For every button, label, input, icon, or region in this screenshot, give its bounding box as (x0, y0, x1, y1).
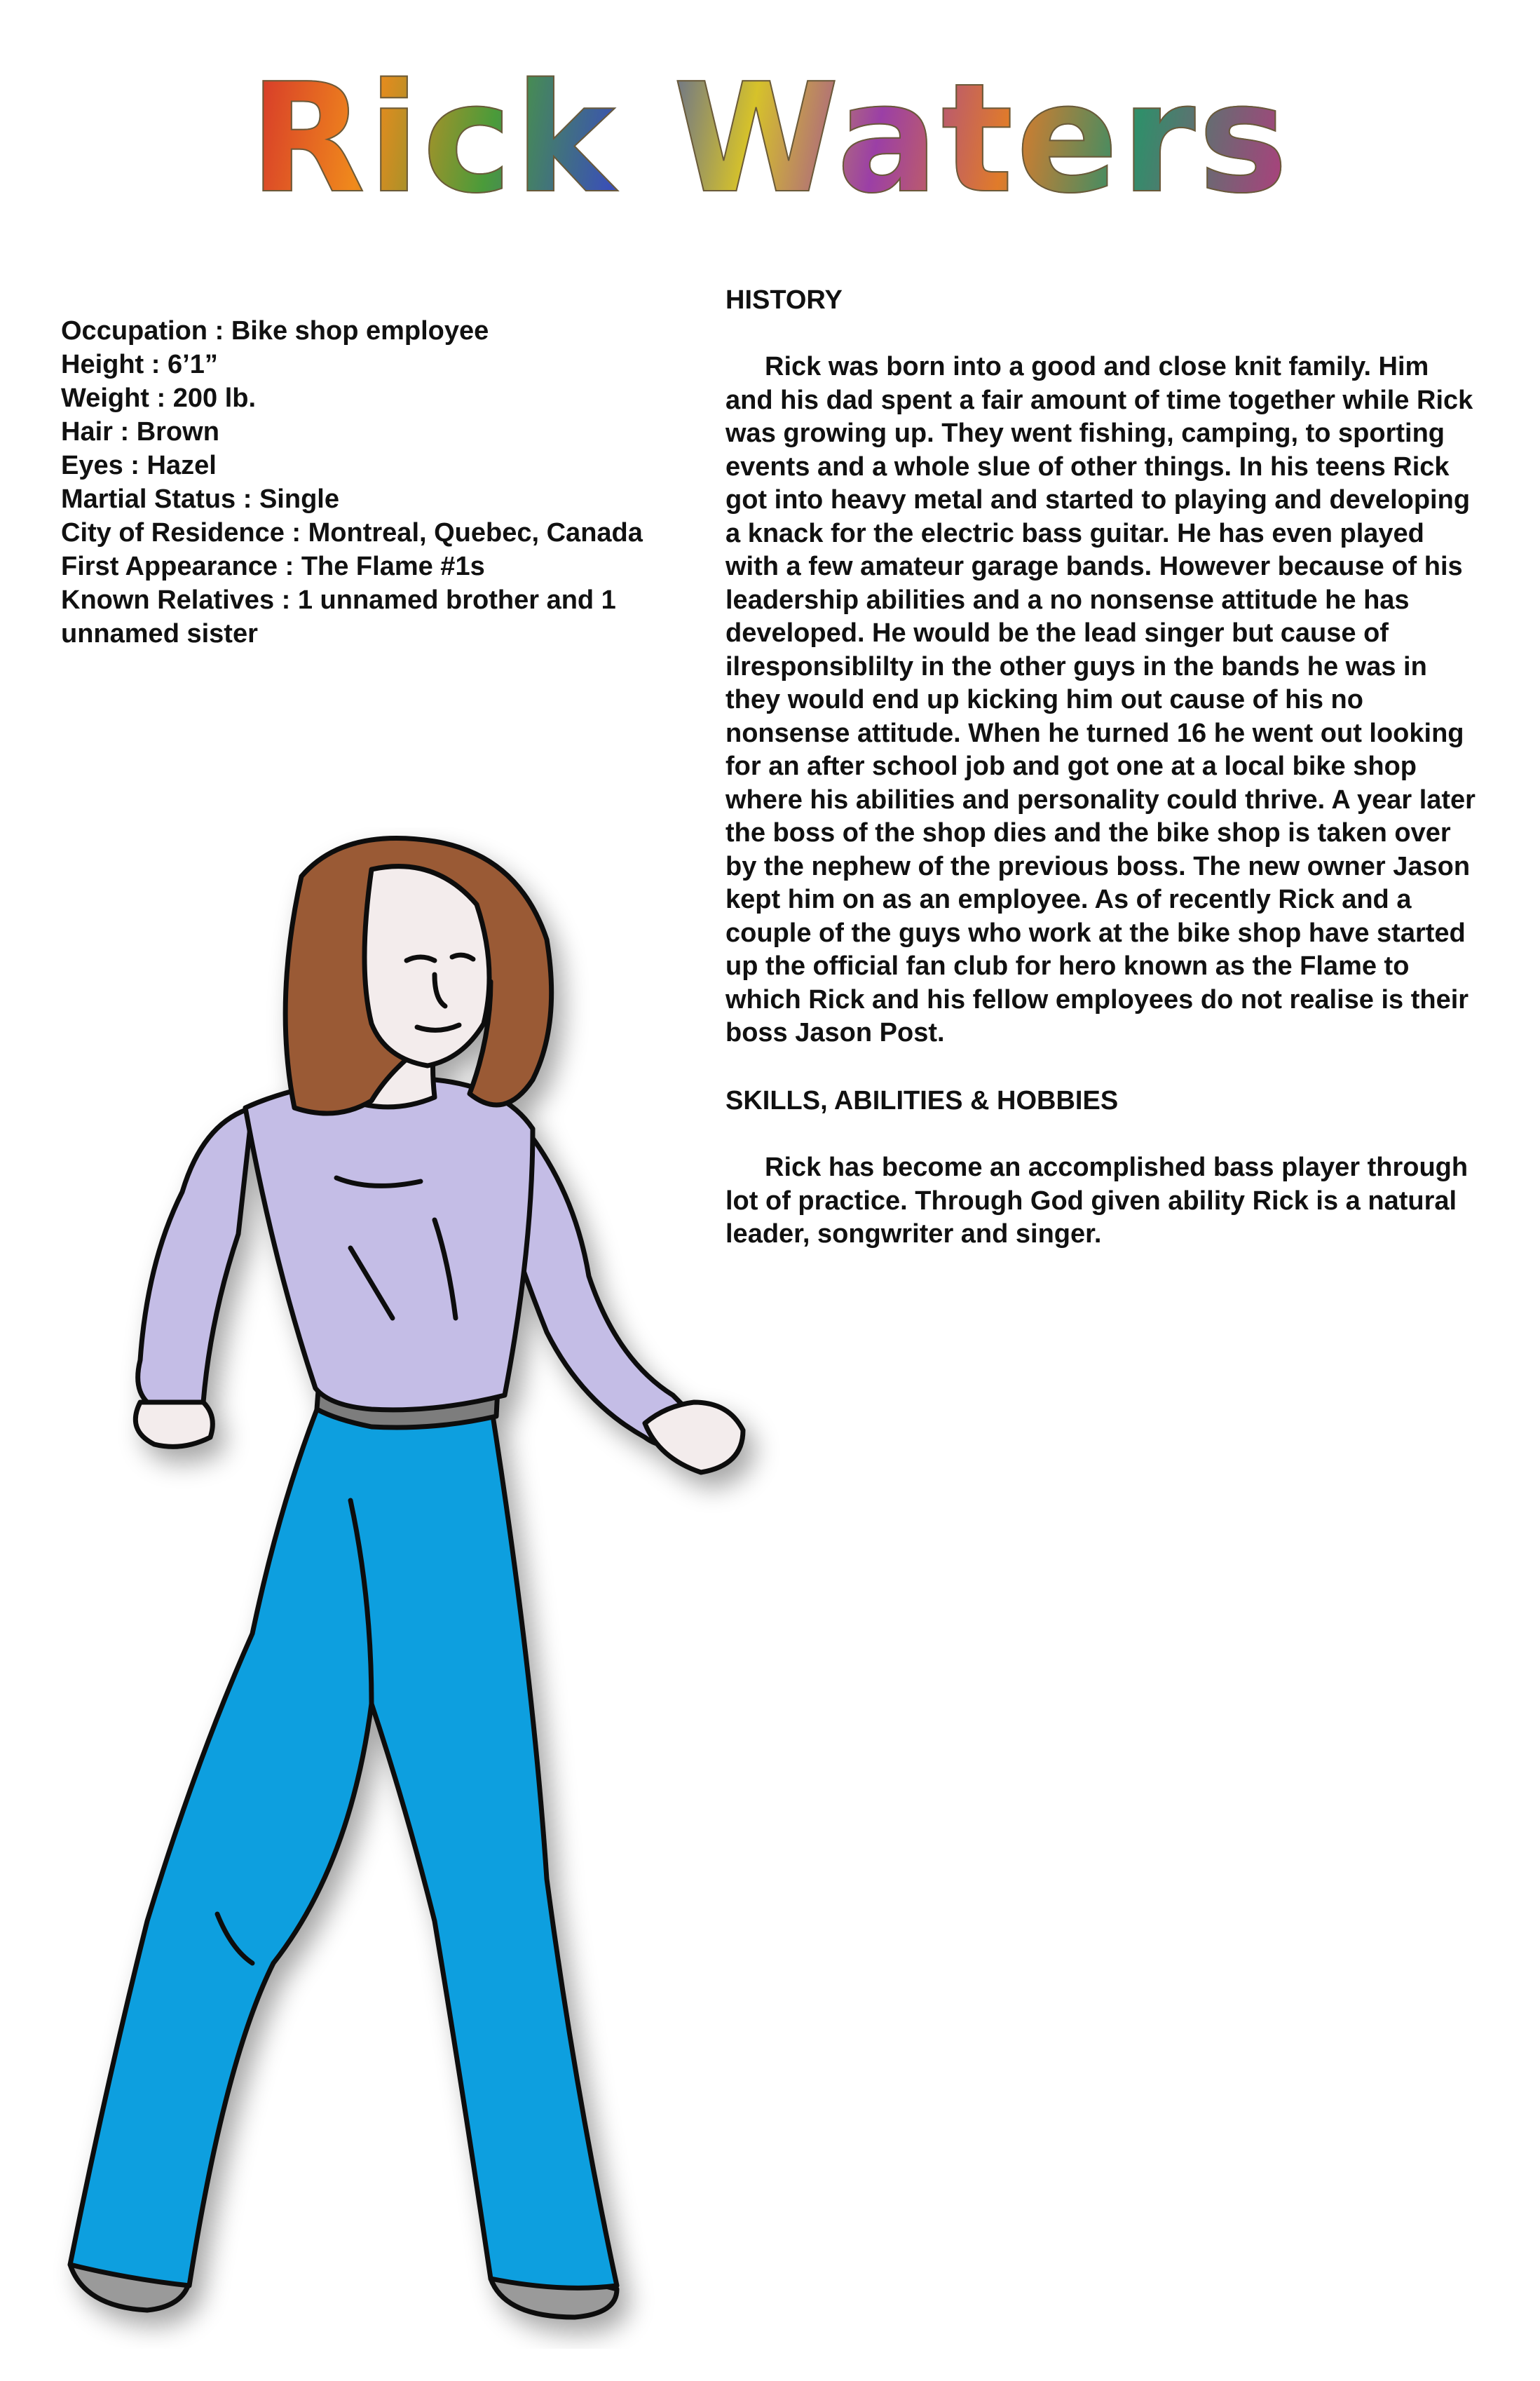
stat-value: 200 lb. (172, 384, 257, 413)
stat-label: Height (61, 350, 144, 379)
stat-value: Single (259, 484, 339, 514)
history-body: Rick was born into a good and close knit family. Him and his dad spent a fair amount of time together while Rick was growing up. They went fishing, camping, to sporting events and a whole slue of other things. In his teens Rick got into heavy metal and started to playing and developing a knack for the electric bass guitar. He has even played with a few amateur garage bands. However because of his leadership abilities and a no nonsense attitude he has developed. He would be the lead singer but cause of ilresponsiblilty in the other guys in the bands he was in they would end up kicking him out cause of his no nonsense attitude. When he turned 16 he went out looking for an after school job and got one at a local bike shop where his abilities and personality could thrive. A year later the boss of the shop dies and the bike shop is taken over by the nephew of the previous boss. The new owner Jason kept him on as an employee. As of recently Rick and a couple of the guys who work at the bike shop have started up the official fan club for hero known as the Flame to which Rick and his fellow employees do not realise is their boss Jason Post. (725, 352, 1476, 1047)
left-arm (138, 1108, 252, 1402)
stat-value: 1 unnamed brother and 1 unnamed sister (61, 585, 616, 649)
right-hand (645, 1402, 743, 1472)
character-name-title (0, 50, 1540, 226)
stat-value: Bike shop employee (231, 316, 489, 346)
stat-label: First Appearance (61, 552, 278, 581)
stat-value: Hazel (146, 451, 217, 480)
history-section (725, 284, 1483, 1050)
left-hand (135, 1402, 212, 1446)
stat-value: The Flame #1s (301, 552, 485, 581)
stat-value: Brown (136, 417, 219, 447)
character-drawing (42, 827, 785, 2349)
spacer (725, 1118, 1483, 1152)
stat-label: City of Residence (61, 518, 285, 548)
character-illustration (42, 827, 785, 2349)
stat-row-hair: Hair : Brown (61, 417, 219, 447)
history-heading: HISTORY (725, 285, 843, 315)
title-text: Rick Waters (249, 50, 1291, 226)
stat-row-marital-status: Martial Status : Single (61, 484, 339, 514)
skills-body: Rick has become an accomplished bass player through lot of practice. Through God given ability Rick is a natural leader, songwriter and singer. (725, 1153, 1469, 1249)
stat-row-eyes: Eyes : Hazel (61, 451, 217, 480)
stat-label: Known Relatives (61, 585, 275, 615)
skills-heading: SKILLS, ABILITIES & HOBBIES (725, 1086, 1119, 1115)
character-stats-block (61, 314, 706, 651)
stat-row-weight: Weight : 200 lb. (61, 384, 257, 413)
stat-value: Montreal, Quebec, Canada (308, 518, 643, 548)
stat-row-city: City of Residence : Montreal, Quebec, Canada (61, 518, 643, 548)
face (364, 867, 489, 1066)
stat-label: Martial Status (61, 484, 236, 514)
stat-label: Eyes (61, 451, 123, 480)
shirt (245, 1078, 533, 1409)
stat-row-first-appearance: First Appearance : The Flame #1s (61, 552, 485, 581)
stat-row-occupation: Occupation : Bike shop employee (61, 316, 489, 346)
stat-label: Weight (61, 384, 149, 413)
stat-label: Occupation (61, 316, 208, 346)
spacer (725, 318, 1483, 351)
skills-section (725, 1085, 1483, 1251)
stat-row-height: Height : 6’1” (61, 350, 218, 379)
jeans (70, 1395, 617, 2288)
stat-row-relatives: Known Relatives : 1 unnamed brother and 1 unnamed sister (61, 585, 616, 649)
stat-value: 6’1” (168, 350, 218, 379)
stat-label: Hair (61, 417, 113, 447)
